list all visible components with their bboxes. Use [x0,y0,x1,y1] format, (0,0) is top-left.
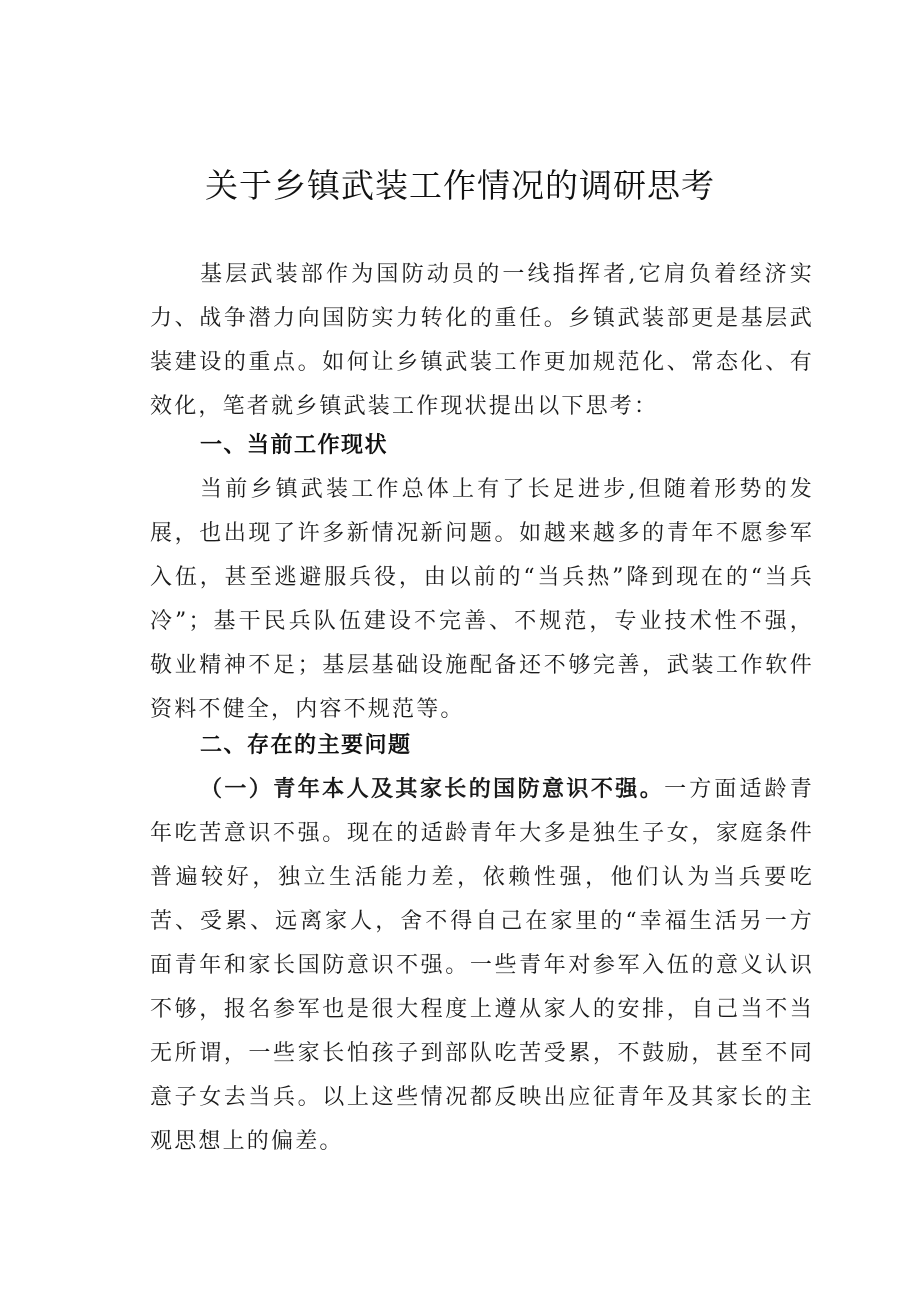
section-heading-main-problems: 二、存在的主要问题 [200,733,412,758]
subsection-lead-title: （一）青年本人及其家长的国防意识不强。 [200,777,665,802]
document-title: 关于乡镇武装工作情况的调研思考 [205,166,715,205]
section-heading-current-status: 一、当前工作现状 [200,433,389,458]
current-status-paragraph: 当前乡镇武装工作总体上有了长足进步,但随着形势的发展，也出现了许多新情况新问题。如越来越多的青年不愿参军入伍，甚至逃避服兵役，由以前的“当兵热”降到现在的“当兵冷”；基干民兵队伍建设不完善、不规范，专业技术性不强，敬业精神不足；基层基础设施配备还不够完善，武装工作软件资料不健全，内容不规范等。 [150,477,814,722]
intro-paragraph: 基层武装部作为国防动员的一线指挥者,它肩负着经济实力、战争潜力向国防实力转化的重任。乡镇武装部更是基层武装建设的重点。如何让乡镇武装工作更加规范化、常态化、有效化，笔者就乡镇武装工作现状提出以下思考： [150,262,814,419]
main-problems-paragraph [150,768,814,1164]
subsection-body-text: 一方面适龄青年吃苦意识不强。现在的适龄青年大多是独生子女，家庭条件普遍较好，独立生活能力差，依赖性强，他们认为当兵要吃苦、受累、远离家人，舍不得自己在家里的“幸福生活另一方面青年和家长国防意识不强。一些青年对参军入伍的意义认识不够，报名参军也是很大程度上遵从家人的安排，自己当不当无所谓，一些家长怕孩子到部队吃苦受累，不鼓励，甚至不同意子女去当兵。以上这些情况都反映出应征青年及其家长的主观思想上的偏差。 [150,777,814,1154]
